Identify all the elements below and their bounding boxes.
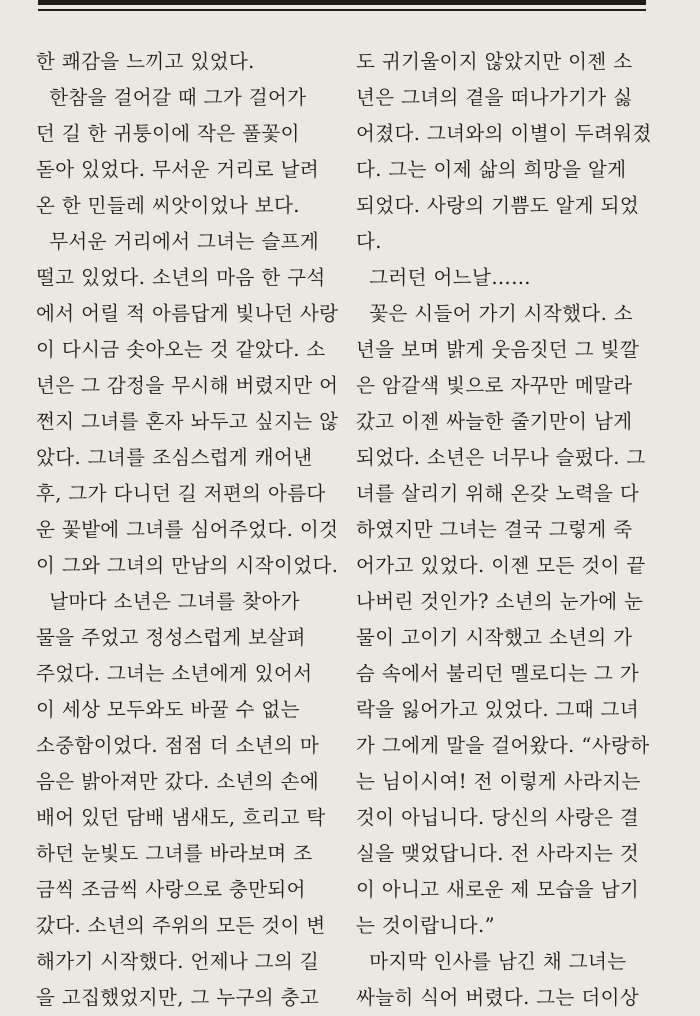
text-line: 은 암갈색 빛으로 자꾸만 메말라	[356, 374, 633, 397]
text-line: 꽃은 시들어 가기 시작했다. 소	[356, 302, 634, 325]
text-line: 싸늘히 식어 버렸다. 그는 더이상	[356, 986, 640, 1009]
text-line: 날마다 소년은 그녀를 찾아가	[36, 590, 300, 613]
text-line: 어졌다. 그녀와의 이별이 두려워졌	[356, 122, 652, 145]
text-line: 그러던 어느날……	[356, 266, 532, 289]
text-line: 이 다시금 솟아오는 것 같았다. 소	[36, 338, 326, 361]
text-line: 해가기 시작했다. 언제나 그의 길	[36, 950, 320, 973]
text-line: 금씩 조금씩 사랑으로 충만되어	[36, 878, 306, 901]
text-line: 가 그에게 말을 걸어왔다. “사랑하	[356, 734, 650, 757]
text-line: 쩐지 그녀를 혼자 놔두고 싶지는 않	[36, 410, 339, 433]
text-line: 배어 있던 담배 냄새도, 흐리고 탁	[36, 806, 326, 829]
text-line: 소중함이었다. 점점 더 소년의 마	[36, 734, 320, 757]
text-line: 한참을 걸어갈 때 그가 걸어가	[36, 86, 307, 109]
text-line: 갔다. 소년의 주위의 모든 것이 변	[36, 914, 326, 937]
text-line: 년은 그 감정을 무시해 버렸지만 어	[36, 374, 339, 397]
text-line: 후, 그가 다니던 길 저편의 아름다	[36, 482, 326, 505]
text-line: 음은 밝아져만 갔다. 소년의 손에	[36, 770, 320, 793]
text-line: 는 것이랍니다.”	[356, 914, 495, 937]
text-line: 슴 속에서 불리던 멜로디는 그 가	[356, 662, 640, 685]
text-line: 이 아니고 새로운 제 모습을 남기	[356, 878, 640, 901]
text-line: 년을 보며 밝게 웃음짓던 그 빛깔	[356, 338, 640, 361]
text-line: 다. 그는 이제 삶의 희망을 알게	[356, 158, 627, 181]
text-line: 무서운 거리에서 그녀는 슬프게	[36, 230, 320, 253]
text-line: 되었다. 사랑의 기쁨도 알게 되었	[356, 194, 640, 217]
text-line: 이 세상 모두와도 바꿀 수 없는	[36, 698, 300, 721]
text-line: 하던 눈빛도 그녀를 바라보며 조	[36, 842, 313, 865]
header-rule-thin	[38, 9, 646, 11]
text-line: 물을 주었고 정성스럽게 보살펴	[36, 626, 306, 649]
text-line: 주었다. 그녀는 소년에게 있어서	[36, 662, 313, 685]
text-line: 락을 잃어가고 있었다. 그때 그녀	[356, 698, 640, 721]
right-text-column	[356, 44, 652, 1016]
text-line: 던 길 한 귀퉁이에 작은 풀꽃이	[36, 122, 300, 145]
text-line: 녀를 살리기 위해 온갖 노력을 다	[356, 482, 640, 505]
text-line: 돋아 있었다. 무서운 거리로 날려	[36, 158, 320, 181]
header-rule-thick	[38, 0, 646, 5]
text-line: 는 님이시여! 전 이렇게 사라지는	[356, 770, 641, 793]
text-line: 도 귀기울이지 않았지만 이젠 소	[356, 50, 633, 73]
text-line: 어가고 있었다. 이젠 모든 것이 끝	[356, 554, 646, 577]
text-line: 한 쾌감을 느끼고 있었다.	[36, 50, 255, 73]
text-line: 것이 아닙니다. 당신의 사랑은 결	[356, 806, 640, 829]
text-line: 실을 맺었답니다. 전 사라지는 것	[356, 842, 640, 865]
text-line: 나버린 것인가? 소년의 눈가에 눈	[356, 590, 644, 613]
text-line: 갔고 이젠 싸늘한 줄기만이 남게	[356, 410, 633, 433]
text-line: 았다. 그녀를 조심스럽게 캐어낸	[36, 446, 313, 469]
text-line: 마지막 인사를 남긴 채 그녀는	[356, 950, 627, 973]
text-line: 떨고 있었다. 소년의 마음 한 구석	[36, 266, 326, 289]
text-line: 을 고집했었지만, 그 누구의 충고	[36, 986, 320, 1009]
text-line: 하였지만 그녀는 결국 그렇게 죽	[356, 518, 633, 541]
text-line: 에서 어릴 적 아름답게 빛나던 사랑	[36, 302, 339, 325]
left-text-column	[36, 44, 339, 1016]
text-line: 이 그와 그녀의 만남의 시작이었다.	[36, 554, 339, 577]
text-line: 년은 그녀의 곁을 떠나가기가 싫	[356, 86, 633, 109]
text-line: 물이 고이기 시작했고 소년의 가	[356, 626, 633, 649]
text-line: 다.	[356, 230, 382, 253]
text-line: 되었다. 소년은 너무나 슬펐다. 그	[356, 446, 646, 469]
text-line: 운 꽃밭에 그녀를 심어주었다. 이것	[36, 518, 339, 541]
text-line: 온 한 민들레 씨앗이었나 보다.	[36, 194, 300, 217]
